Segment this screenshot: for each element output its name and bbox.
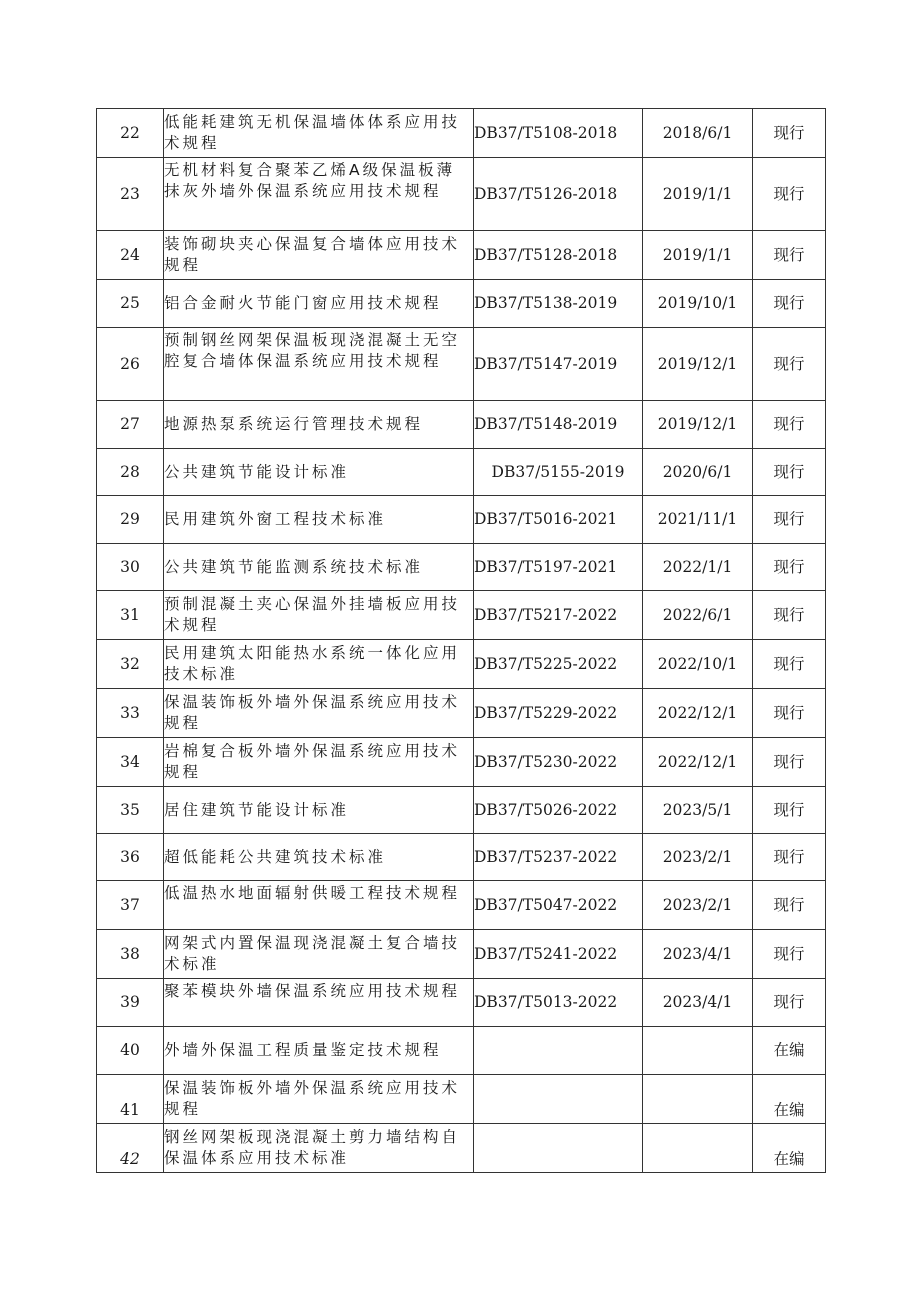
standard-code: DB37/T5026-2022 — [474, 787, 643, 834]
standard-name: 预制混凝土夹心保温外挂墙板应用技术规程 — [164, 591, 474, 640]
standard-code: DB37/T5225-2022 — [474, 640, 643, 689]
effective-date: 2019/1/1 — [643, 231, 753, 280]
standard-name: 低温热水地面辐射供暖工程技术规程 — [164, 881, 474, 930]
row-number: 24 — [97, 231, 164, 280]
status: 现行 — [753, 979, 826, 1027]
effective-date: 2022/1/1 — [643, 544, 753, 591]
standard-code: DB37/T5229-2022 — [474, 689, 643, 738]
table-row — [97, 401, 826, 449]
table-row — [97, 1124, 826, 1173]
row-number: 41 — [97, 1075, 164, 1124]
table-row — [97, 449, 826, 496]
standard-name: 钢丝网架板现浇混凝土剪力墙结构自保温体系应用技术标准 — [164, 1124, 474, 1173]
effective-date — [643, 1075, 753, 1124]
standard-name: 岩棉复合板外墙外保温系统应用技术规程 — [164, 738, 474, 787]
effective-date: 2023/5/1 — [643, 787, 753, 834]
standard-code: DB37/T5148-2019 — [474, 401, 643, 449]
standard-code: DB37/T5108-2018 — [474, 109, 643, 158]
status: 现行 — [753, 689, 826, 738]
standards-table — [96, 108, 826, 1173]
standard-name: 保温装饰板外墙外保温系统应用技术规程 — [164, 689, 474, 738]
standard-name: 铝合金耐火节能门窗应用技术规程 — [164, 280, 474, 328]
standard-code: DB37/T5047-2022 — [474, 881, 643, 930]
effective-date: 2022/12/1 — [643, 689, 753, 738]
effective-date: 2023/4/1 — [643, 979, 753, 1027]
table-row — [97, 544, 826, 591]
row-number: 31 — [97, 591, 164, 640]
standard-name: 聚苯模块外墙保温系统应用技术规程 — [164, 979, 474, 1027]
status: 现行 — [753, 787, 826, 834]
effective-date: 2018/6/1 — [643, 109, 753, 158]
effective-date: 2023/2/1 — [643, 834, 753, 881]
table-row — [97, 1027, 826, 1075]
status: 现行 — [753, 401, 826, 449]
table-row — [97, 881, 826, 930]
standard-name: 民用建筑外窗工程技术标准 — [164, 496, 474, 544]
standard-name: 无机材料复合聚苯乙烯A级保温板薄抹灰外墙外保温系统应用技术规程 — [164, 158, 474, 231]
status: 现行 — [753, 158, 826, 231]
row-number: 36 — [97, 834, 164, 881]
status: 现行 — [753, 328, 826, 401]
row-number: 38 — [97, 930, 164, 979]
table-row — [97, 591, 826, 640]
standard-code: DB37/T5237-2022 — [474, 834, 643, 881]
standard-code: DB37/T5197-2021 — [474, 544, 643, 591]
standard-code: DB37/T5241-2022 — [474, 930, 643, 979]
standard-code: DB37/T5147-2019 — [474, 328, 643, 401]
standard-code: DB37/T5217-2022 — [474, 591, 643, 640]
row-number: 34 — [97, 738, 164, 787]
standard-code: DB37/5155-2019 — [474, 449, 643, 496]
row-number: 29 — [97, 496, 164, 544]
row-number: 35 — [97, 787, 164, 834]
standard-name: 保温装饰板外墙外保温系统应用技术规程 — [164, 1075, 474, 1124]
row-number: 33 — [97, 689, 164, 738]
effective-date: 2021/11/1 — [643, 496, 753, 544]
standard-name: 低能耗建筑无机保温墙体体系应用技术规程 — [164, 109, 474, 158]
standard-name: 地源热泵系统运行管理技术规程 — [164, 401, 474, 449]
standard-code: DB37/T5138-2019 — [474, 280, 643, 328]
row-number: 37 — [97, 881, 164, 930]
table-row — [97, 787, 826, 834]
row-number: 27 — [97, 401, 164, 449]
status: 现行 — [753, 834, 826, 881]
table-row — [97, 1075, 826, 1124]
standards-table-page — [96, 108, 825, 1173]
table-row — [97, 979, 826, 1027]
row-number: 22 — [97, 109, 164, 158]
status: 在编 — [753, 1124, 826, 1173]
status: 现行 — [753, 280, 826, 328]
row-number: 32 — [97, 640, 164, 689]
standard-name: 外墙外保温工程质量鉴定技术规程 — [164, 1027, 474, 1075]
effective-date: 2019/1/1 — [643, 158, 753, 231]
status: 现行 — [753, 591, 826, 640]
effective-date: 2019/12/1 — [643, 328, 753, 401]
row-number: 28 — [97, 449, 164, 496]
standard-name: 预制钢丝网架保温板现浇混凝土无空腔复合墙体保温系统应用技术规程 — [164, 328, 474, 401]
table-row — [97, 930, 826, 979]
standard-code: DB37/T5128-2018 — [474, 231, 643, 280]
table-row — [97, 231, 826, 280]
standard-code: DB37/T5230-2022 — [474, 738, 643, 787]
row-number: 39 — [97, 979, 164, 1027]
table-row — [97, 689, 826, 738]
row-number: 26 — [97, 328, 164, 401]
table-row — [97, 496, 826, 544]
effective-date: 2022/10/1 — [643, 640, 753, 689]
status: 现行 — [753, 544, 826, 591]
table-row — [97, 834, 826, 881]
standard-code — [474, 1027, 643, 1075]
table-row — [97, 328, 826, 401]
table-row — [97, 109, 826, 158]
effective-date — [643, 1124, 753, 1173]
effective-date: 2023/2/1 — [643, 881, 753, 930]
standard-code: DB37/T5013-2022 — [474, 979, 643, 1027]
status: 现行 — [753, 231, 826, 280]
standard-name: 公共建筑节能设计标准 — [164, 449, 474, 496]
status: 现行 — [753, 930, 826, 979]
status: 在编 — [753, 1075, 826, 1124]
row-number: 30 — [97, 544, 164, 591]
standard-code — [474, 1124, 643, 1173]
standard-name: 装饰砌块夹心保温复合墙体应用技术规程 — [164, 231, 474, 280]
standard-name: 公共建筑节能监测系统技术标准 — [164, 544, 474, 591]
status: 现行 — [753, 640, 826, 689]
status: 现行 — [753, 738, 826, 787]
status: 现行 — [753, 109, 826, 158]
effective-date: 2022/6/1 — [643, 591, 753, 640]
table-row — [97, 640, 826, 689]
standard-name: 超低能耗公共建筑技术标准 — [164, 834, 474, 881]
status: 在编 — [753, 1027, 826, 1075]
status: 现行 — [753, 881, 826, 930]
row-number: 25 — [97, 280, 164, 328]
standard-code — [474, 1075, 643, 1124]
standard-code: DB37/T5126-2018 — [474, 158, 643, 231]
table-row — [97, 738, 826, 787]
standard-code: DB37/T5016-2021 — [474, 496, 643, 544]
table-row — [97, 158, 826, 231]
effective-date: 2019/12/1 — [643, 401, 753, 449]
table-row — [97, 280, 826, 328]
standard-name: 居住建筑节能设计标准 — [164, 787, 474, 834]
effective-date: 2023/4/1 — [643, 930, 753, 979]
effective-date: 2022/12/1 — [643, 738, 753, 787]
status: 现行 — [753, 496, 826, 544]
status: 现行 — [753, 449, 826, 496]
effective-date: 2020/6/1 — [643, 449, 753, 496]
effective-date — [643, 1027, 753, 1075]
row-number: 40 — [97, 1027, 164, 1075]
standard-name: 民用建筑太阳能热水系统一体化应用技术标准 — [164, 640, 474, 689]
row-number: 42 — [97, 1124, 164, 1173]
row-number: 23 — [97, 158, 164, 231]
effective-date: 2019/10/1 — [643, 280, 753, 328]
standard-name: 网架式内置保温现浇混凝土复合墙技术标准 — [164, 930, 474, 979]
